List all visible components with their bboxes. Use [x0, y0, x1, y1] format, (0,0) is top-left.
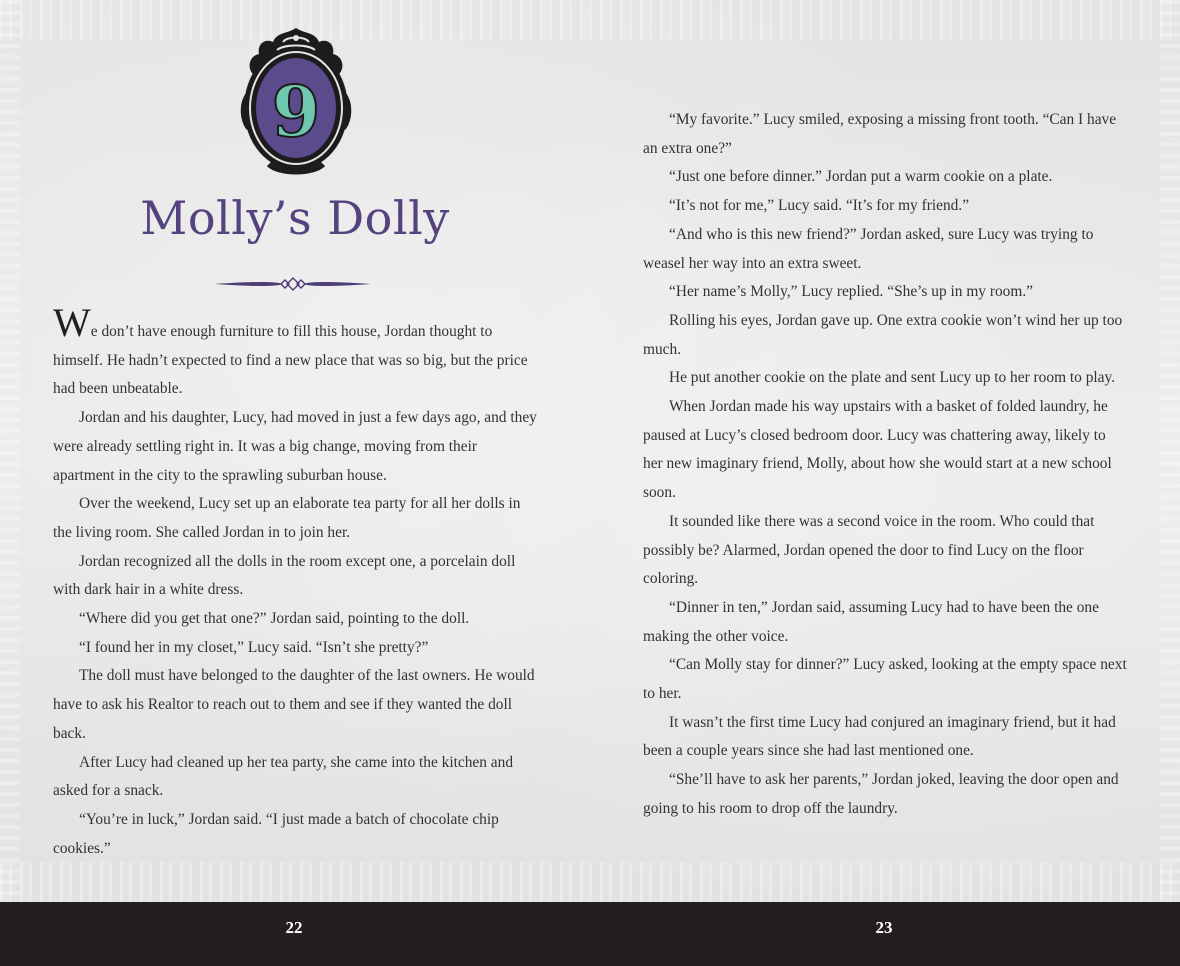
paragraph: “And who is this new friend?” Jordan asked, sure Lucy was trying to weasel her way into an extra sweet.	[643, 225, 1094, 272]
paragraph: Jordan and his daughter, Lucy, had moved in just a few days ago, and they were already settling right in. It was a big change, moving from their apartment in the city to the sprawling suburban house.	[53, 409, 537, 484]
right-page	[643, 0, 1127, 902]
paragraph: “Can Molly stay for dinner?” Lucy asked, looking at the empty space next to her.	[643, 656, 1127, 703]
paragraph: “You’re in luck,” Jordan said. “I just made a batch of chocolate chip cookies.”	[53, 810, 499, 857]
page-footer-bar	[0, 902, 1180, 966]
paragraph: It sounded like there was a second voice in the room. Who could that possibly be? Alarmed, Jordan opened the door to find Lucy on the floor coloring.	[643, 512, 1095, 588]
paragraph: Rolling his eyes, Jordan gave up. One extra cookie won’t wind her up too much.	[643, 311, 1123, 358]
ornamental-divider-icon	[213, 276, 373, 292]
right-page-body	[643, 106, 1127, 824]
chapter-number: 9	[271, 70, 321, 153]
paragraph: “Dinner in ten,” Jordan said, assuming Lucy had to have been the one making the other voice.	[643, 598, 1099, 645]
paragraph: “It’s not for me,” Lucy said. “It’s for my friend.”	[669, 197, 970, 215]
left-page	[53, 0, 537, 902]
page-number-right: 23	[875, 918, 893, 937]
paragraph: It wasn’t the first time Lucy had conjured an imaginary friend, but it had been a couple years since she had last mentioned one.	[643, 713, 1116, 760]
paragraph: “I found her in my closet,” Lucy said. “Isn’t she pretty?”	[79, 638, 429, 656]
paragraph: Over the weekend, Lucy set up an elaborate tea party for all her dolls in the living room. She called Jordan in to join her.	[53, 495, 521, 541]
chapter-title: Molly’s Dolly	[140, 191, 450, 245]
paragraph: The doll must have belonged to the daughter of the last owners. He would have to ask his Realtor to reach out to them and see if they wanted the doll back.	[53, 667, 535, 742]
paragraph: “Where did you get that one?” Jordan said, pointing to the doll.	[79, 610, 470, 628]
paragraph: “She’ll have to ask her parents,” Jordan joked, leaving the door open and going to his room to drop off the laundry.	[643, 771, 1119, 817]
ornate-frame-icon	[239, 24, 353, 176]
opening-paragraph-text: e don’t have enough furniture to fill this house, Jordan thought to himself. He hadn’t expected to find a new place that was so big, but the price had been unbeatable.	[53, 323, 528, 398]
page-number-left: 22	[285, 918, 303, 937]
paragraph: “Her name’s Molly,” Lucy replied. “She’s up in my room.”	[669, 283, 1034, 301]
paragraph: He put another cookie on the plate and sent Lucy up to her room to play.	[669, 369, 1116, 387]
paragraph: After Lucy had cleaned up her tea party, she came into the kitchen and asked for a snack.	[53, 753, 514, 800]
paper-texture-right	[1160, 0, 1180, 902]
paragraph: “Just one before dinner.” Jordan put a warm cookie on a plate.	[669, 168, 1053, 186]
paragraph: When Jordan made his way upstairs with a basket of folded laundry, he paused at Lucy’s closed bedroom door. Lucy was chattering away, likely to her new imaginary friend, Molly, about how she would start at a new school soon.	[643, 398, 1112, 502]
paper-texture-left	[0, 0, 20, 902]
left-page-body	[53, 300, 537, 863]
paragraph: “My favorite.” Lucy smiled, exposing a missing front tooth. “Can I have an extra one?”	[643, 111, 1117, 157]
opening-paragraph	[53, 300, 537, 404]
paragraph: Jordan recognized all the dolls in the room except one, a porcelain doll with dark hair in a white dress.	[53, 552, 516, 599]
drop-cap: W	[53, 300, 91, 345]
